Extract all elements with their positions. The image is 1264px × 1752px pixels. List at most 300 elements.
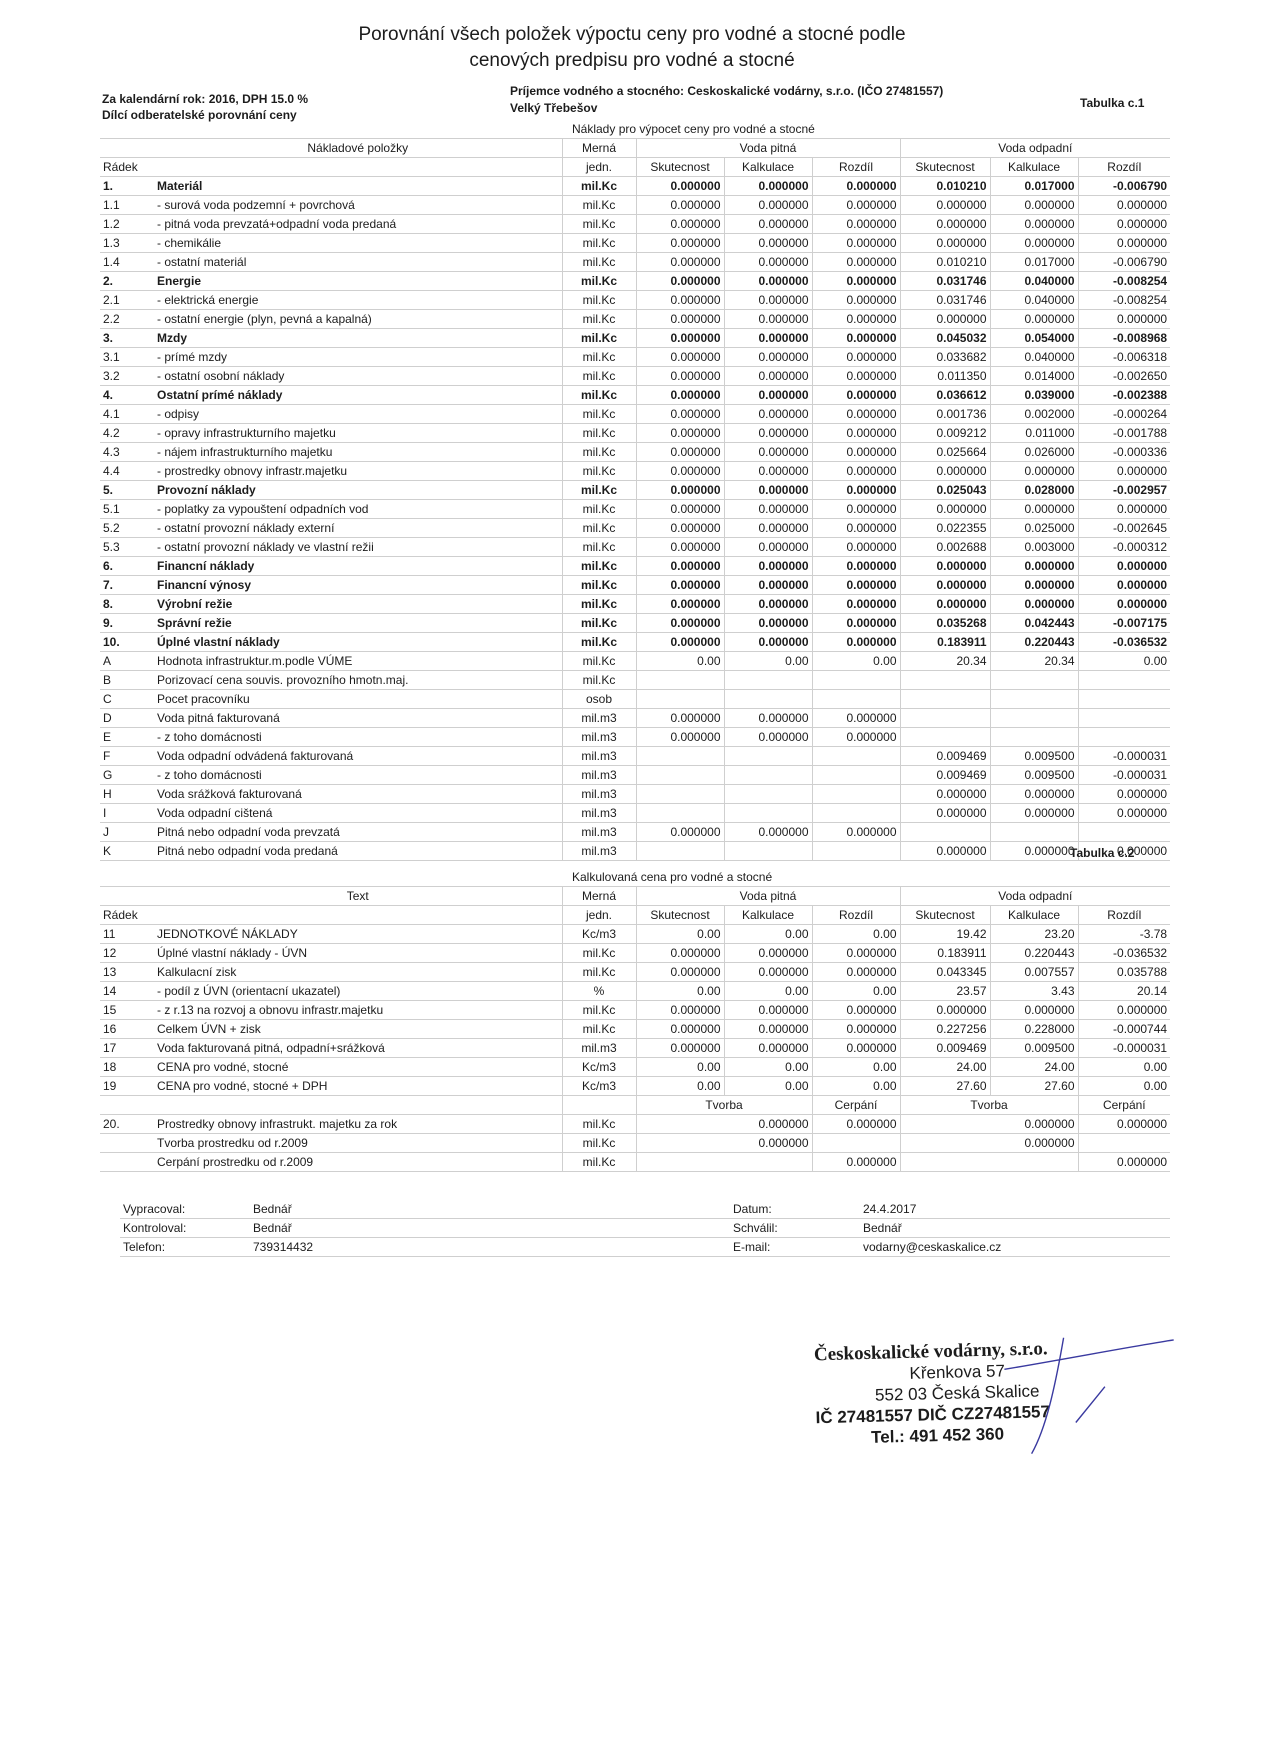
row-name: Financní náklady [154, 557, 562, 576]
table1-caption: Náklady pro výpocet ceny pro vodné a stocné [562, 120, 1170, 139]
row-value: 0.000000 [812, 215, 900, 234]
row-value: 0.009469 [900, 747, 990, 766]
row-value: 0.000000 [724, 557, 812, 576]
row-name: Kalkulacní zisk [154, 963, 562, 982]
row-value: 0.000000 [812, 310, 900, 329]
row-value: 0.000000 [724, 633, 812, 652]
table-row [100, 595, 1170, 614]
row-value: 0.000000 [900, 196, 990, 215]
row-value: 0.000000 [636, 348, 724, 367]
row-name: - odpisy [154, 405, 562, 424]
row-number: I [100, 804, 154, 823]
row-value: 0.000000 [636, 963, 724, 982]
row-value: 0.000000 [636, 310, 724, 329]
row-value: 0.000000 [1078, 500, 1170, 519]
row-value [812, 766, 900, 785]
page-subtitle: cenových predpisu pro vodné a stocné [469, 50, 795, 71]
table-row [100, 424, 1170, 443]
row-value: 23.20 [990, 925, 1078, 944]
table-row [100, 633, 1170, 652]
row-number: J [100, 823, 154, 842]
row-value: 0.000000 [636, 386, 724, 405]
row-number [100, 1153, 154, 1172]
row-value: 0.017000 [990, 177, 1078, 196]
table-row [100, 671, 1170, 690]
row-unit: mil.m3 [562, 709, 636, 728]
row-name: CENA pro vodné, stocné [154, 1058, 562, 1077]
row-number: 19 [100, 1077, 154, 1096]
row-value: 0.000000 [812, 633, 900, 652]
table-row [100, 576, 1170, 595]
row-value: 0.000000 [724, 215, 812, 234]
row-unit: mil.m3 [562, 766, 636, 785]
row-value: 0.000000 [636, 519, 724, 538]
row-value: 0.183911 [900, 633, 990, 652]
row-value: 0.000000 [900, 1001, 990, 1020]
row-number: 5. [100, 481, 154, 500]
row-name: - nájem infrastrukturního majetku [154, 443, 562, 462]
row-value: 0.007557 [990, 963, 1078, 982]
row-value: 0.000000 [812, 595, 900, 614]
row-unit: Kc/m3 [562, 925, 636, 944]
row-name: Prostredky obnovy infrastrukt. majetku za rok [154, 1115, 562, 1134]
row-value [636, 766, 724, 785]
date-label: Datum: [730, 1200, 860, 1219]
row-value: 0.000000 [724, 595, 812, 614]
fund-water-cerpani [812, 1134, 900, 1153]
row-unit: mil.Kc [562, 234, 636, 253]
table-row [100, 291, 1170, 310]
row-unit: mil.Kc [562, 1115, 636, 1134]
row-value: 0.183911 [900, 944, 990, 963]
signature-icon [853, 1325, 1186, 1464]
table-row [100, 842, 1170, 861]
table-row [100, 272, 1170, 291]
row-value: -0.000336 [1078, 443, 1170, 462]
row-value: 0.031746 [900, 272, 990, 291]
row-unit: mil.Kc [562, 291, 636, 310]
row-value [724, 690, 812, 709]
row-value: 0.000000 [636, 329, 724, 348]
row-value: 0.000000 [812, 234, 900, 253]
row-value: 0.000000 [812, 576, 900, 595]
row-value: 0.028000 [990, 481, 1078, 500]
fund-waste-cerpani: 0.000000 [1078, 1153, 1170, 1172]
row-value: 0.009500 [990, 1039, 1078, 1058]
row-number: 13 [100, 963, 154, 982]
row-value: 0.000000 [1078, 310, 1170, 329]
row-name: - elektrická energie [154, 291, 562, 310]
table-row [100, 557, 1170, 576]
row-value: 0.000000 [1078, 196, 1170, 215]
row-value: 0.000000 [990, 1001, 1078, 1020]
row-name: - ostatní materiál [154, 253, 562, 272]
row-value: 0.039000 [990, 386, 1078, 405]
row-value [724, 804, 812, 823]
row-unit: mil.Kc [562, 557, 636, 576]
row-unit: mil.Kc [562, 481, 636, 500]
row-number: 3.2 [100, 367, 154, 386]
row-value: 0.010210 [900, 253, 990, 272]
row-value: 0.00 [724, 982, 812, 1001]
row-name: - z r.13 na rozvoj a obnovu infrastr.majetku [154, 1001, 562, 1020]
row-value [990, 709, 1078, 728]
row-value: 0.000000 [636, 234, 724, 253]
row-value: 0.043345 [900, 963, 990, 982]
row-number: 3.1 [100, 348, 154, 367]
row-value: 0.011350 [900, 367, 990, 386]
row-unit: mil.Kc [562, 519, 636, 538]
row-number: 7. [100, 576, 154, 595]
row-number: 3. [100, 329, 154, 348]
row-value: 0.001736 [900, 405, 990, 424]
row-name: - surová voda podzemní + povrchová [154, 196, 562, 215]
row-value: 0.000000 [724, 462, 812, 481]
row-value: 0.000000 [990, 842, 1078, 861]
row-value: 0.000000 [724, 728, 812, 747]
row-unit: mil.Kc [562, 386, 636, 405]
stamp-phone: Tel.: 491 452 360 [870, 1424, 1005, 1447]
row-number: 1.4 [100, 253, 154, 272]
row-value: 0.026000 [990, 443, 1078, 462]
row-unit: mil.Kc [562, 538, 636, 557]
row-value: 0.000000 [900, 215, 990, 234]
row-value: 0.000000 [812, 728, 900, 747]
row-value [900, 823, 990, 842]
row-value: 0.000000 [636, 709, 724, 728]
row-value: 0.000000 [636, 595, 724, 614]
row-value: 0.000000 [812, 253, 900, 272]
fund-row [100, 1153, 1170, 1172]
row-value: 0.000000 [724, 538, 812, 557]
row-value: 0.000000 [1078, 804, 1170, 823]
row-value: -3.78 [1078, 925, 1170, 944]
checked-value: Bednář [250, 1219, 730, 1238]
row-value: 0.010210 [900, 177, 990, 196]
table-row [100, 177, 1170, 196]
row-value: 0.228000 [990, 1020, 1078, 1039]
header-text: Text [154, 887, 562, 906]
row-value: 27.60 [990, 1077, 1078, 1096]
row-unit: mil.m3 [562, 842, 636, 861]
row-name: Cerpání prostredku od r.2009 [154, 1153, 562, 1172]
row-value: 0.011000 [990, 424, 1078, 443]
row-value: 0.00 [724, 925, 812, 944]
header-row: Rádek [100, 158, 154, 177]
table2-label: Tabulka c.2 [1070, 846, 1135, 860]
row-value: 0.031746 [900, 291, 990, 310]
row-name: - prostredky obnovy infrastr.majetku [154, 462, 562, 481]
row-value [724, 766, 812, 785]
row-value: 0.000000 [812, 196, 900, 215]
row-value: 0.002688 [900, 538, 990, 557]
row-value: -0.006790 [1078, 177, 1170, 196]
row-number: 9. [100, 614, 154, 633]
row-value: 0.000000 [636, 1001, 724, 1020]
row-name: Výrobní režie [154, 595, 562, 614]
row-value: 0.000000 [724, 963, 812, 982]
row-value [636, 671, 724, 690]
row-unit: mil.m3 [562, 1039, 636, 1058]
fund-row [100, 1115, 1170, 1134]
approved-value: Bednář [860, 1219, 1170, 1238]
row-value: 0.042443 [990, 614, 1078, 633]
row-unit: mil.Kc [562, 196, 636, 215]
row-value: 0.000000 [1078, 785, 1170, 804]
row-name: Provozní náklady [154, 481, 562, 500]
row-value: 0.014000 [990, 367, 1078, 386]
fund-waste-cerpani [1078, 1134, 1170, 1153]
row-value: 0.000000 [812, 557, 900, 576]
header-rozd: Rozdíl [812, 906, 900, 925]
row-unit: mil.Kc [562, 576, 636, 595]
header-skut: Skutecnost [636, 158, 724, 177]
row-value: 0.003000 [990, 538, 1078, 557]
row-value: 0.00 [636, 1077, 724, 1096]
row-value: 0.000000 [812, 519, 900, 538]
table-row [100, 925, 1170, 944]
row-value: 0.00 [812, 1077, 900, 1096]
row-number: 12 [100, 944, 154, 963]
row-value: 0.220443 [990, 633, 1078, 652]
row-value: 0.000000 [900, 842, 990, 861]
row-value: -0.002388 [1078, 386, 1170, 405]
table-row [100, 310, 1170, 329]
row-value: -0.002650 [1078, 367, 1170, 386]
table-row [100, 1077, 1170, 1096]
row-number: 5.3 [100, 538, 154, 557]
row-value: 0.000000 [636, 557, 724, 576]
row-value: 0.000000 [812, 367, 900, 386]
row-number: 14 [100, 982, 154, 1001]
row-value [990, 690, 1078, 709]
header-row: Rádek [100, 906, 154, 925]
row-value: 0.000000 [812, 709, 900, 728]
row-number: C [100, 690, 154, 709]
table-row [100, 709, 1170, 728]
row-value: 0.000000 [724, 614, 812, 633]
row-value: 0.000000 [724, 576, 812, 595]
prepared-label: Vypracoval: [120, 1200, 250, 1219]
table-row [100, 329, 1170, 348]
row-value: 0.000000 [812, 538, 900, 557]
table-row [100, 963, 1170, 982]
row-value: -0.008254 [1078, 272, 1170, 291]
row-value [900, 728, 990, 747]
table-row [100, 728, 1170, 747]
header-kalk: Kalkulace [990, 158, 1078, 177]
row-name: Pocet pracovníku [154, 690, 562, 709]
table-row [100, 823, 1170, 842]
row-value: 20.34 [900, 652, 990, 671]
row-value: 0.000000 [636, 405, 724, 424]
row-number: 4.1 [100, 405, 154, 424]
phone-label: Telefon: [120, 1238, 250, 1257]
row-number: 15 [100, 1001, 154, 1020]
table-row [100, 367, 1170, 386]
row-unit: Kc/m3 [562, 1058, 636, 1077]
row-value: 0.054000 [990, 329, 1078, 348]
row-name: - pitná voda prevzatá+odpadní voda predaná [154, 215, 562, 234]
page-title: Porovnání všech položek výpoctu ceny pro vodné a stocné podle [358, 24, 906, 45]
row-name: Financní výnosy [154, 576, 562, 595]
approved-label: Schválil: [730, 1219, 860, 1238]
header-unit: Merná [562, 139, 636, 158]
header-kalk: Kalkulace [990, 906, 1078, 925]
row-unit: mil.Kc [562, 944, 636, 963]
table-row [100, 405, 1170, 424]
row-value [724, 842, 812, 861]
row-name: Mzdy [154, 329, 562, 348]
row-number: K [100, 842, 154, 861]
table-row [100, 614, 1170, 633]
table-row [100, 944, 1170, 963]
row-unit: mil.m3 [562, 823, 636, 842]
row-value: 0.000000 [636, 500, 724, 519]
row-value: 0.000000 [636, 215, 724, 234]
table-row [100, 386, 1170, 405]
fund-waste-tvorba [900, 1153, 1078, 1172]
row-value: 0.000000 [636, 538, 724, 557]
fund-water-cerpani: 0.000000 [812, 1153, 900, 1172]
row-unit: mil.Kc [562, 614, 636, 633]
header-unit: Merná [562, 887, 636, 906]
row-value: 0.000000 [812, 272, 900, 291]
row-name: - ostatní osobní náklady [154, 367, 562, 386]
row-value: 20.34 [990, 652, 1078, 671]
row-value [900, 671, 990, 690]
row-value: 0.000000 [636, 291, 724, 310]
row-value: 0.000000 [812, 329, 900, 348]
row-unit: mil.m3 [562, 804, 636, 823]
row-value: 19.42 [900, 925, 990, 944]
row-name: Ostatní prímé náklady [154, 386, 562, 405]
row-value: 0.033682 [900, 348, 990, 367]
row-value [724, 785, 812, 804]
row-value: 0.000000 [812, 1001, 900, 1020]
row-value: 0.000000 [990, 576, 1078, 595]
row-value: 23.57 [900, 982, 990, 1001]
row-name: - ostatní energie (plyn, pevná a kapalná) [154, 310, 562, 329]
row-unit: mil.Kc [562, 462, 636, 481]
header-skut: Skutecnost [900, 158, 990, 177]
row-value: 0.000000 [990, 557, 1078, 576]
row-value: 0.000000 [812, 386, 900, 405]
row-value: 0.000000 [724, 1020, 812, 1039]
row-value: 0.00 [724, 1077, 812, 1096]
recipient: Príjemce vodného a stocného: Ceskoskalické vodárny, s.r.o. (IČO 27481557) [510, 84, 944, 98]
row-number: 18 [100, 1058, 154, 1077]
row-name: Hodnota infrastruktur.m.podle VÚME [154, 652, 562, 671]
fund-waste-tvorba: 0.000000 [900, 1115, 1078, 1134]
table-row [100, 652, 1170, 671]
row-value: 0.00 [636, 652, 724, 671]
row-value: 0.000000 [724, 823, 812, 842]
row-value: 0.000000 [900, 500, 990, 519]
table-row [100, 804, 1170, 823]
row-value: 0.00 [636, 925, 724, 944]
row-value: 0.000000 [990, 595, 1078, 614]
row-value [812, 804, 900, 823]
table-row [100, 1039, 1170, 1058]
row-value: 0.000000 [990, 804, 1078, 823]
row-value: 0.000000 [1078, 1001, 1170, 1020]
row-value: 24.00 [990, 1058, 1078, 1077]
fund-row [100, 1134, 1170, 1153]
row-value: 0.000000 [990, 462, 1078, 481]
row-value: 0.000000 [724, 272, 812, 291]
row-value [812, 690, 900, 709]
row-number: 16 [100, 1020, 154, 1039]
row-value: 0.000000 [636, 196, 724, 215]
row-name: Voda odpadní odvádená fakturovaná [154, 747, 562, 766]
row-name: Voda pitná fakturovaná [154, 709, 562, 728]
row-value: 0.000000 [724, 386, 812, 405]
row-value: 0.000000 [812, 500, 900, 519]
row-value: 0.000000 [1078, 234, 1170, 253]
row-value [812, 785, 900, 804]
row-value: 0.009469 [900, 1039, 990, 1058]
row-value: 0.000000 [724, 348, 812, 367]
row-number: 4. [100, 386, 154, 405]
row-value [1078, 690, 1170, 709]
row-value [1078, 709, 1170, 728]
row-value [900, 690, 990, 709]
row-value: 0.000000 [812, 944, 900, 963]
row-value: 0.000000 [812, 177, 900, 196]
row-value: 0.000000 [812, 823, 900, 842]
header-rozd: Rozdíl [1078, 158, 1170, 177]
row-unit: mil.Kc [562, 253, 636, 272]
row-value: 0.000000 [724, 944, 812, 963]
row-value: 0.002000 [990, 405, 1078, 424]
table-row [100, 1058, 1170, 1077]
row-value [636, 690, 724, 709]
row-number: 11 [100, 925, 154, 944]
row-name: JEDNOTKOVÉ NÁKLADY [154, 925, 562, 944]
row-value: 0.000000 [636, 481, 724, 500]
header-waste-water: Voda odpadní [900, 139, 1170, 158]
table2-caption: Kalkulovaná cena pro vodné a stocné [562, 868, 1170, 887]
row-name: Pitná nebo odpadní voda prevzatá [154, 823, 562, 842]
row-value [1078, 671, 1170, 690]
row-number: 1.1 [100, 196, 154, 215]
footer-table [120, 1200, 1170, 1257]
row-value: 0.000000 [900, 804, 990, 823]
row-name: - opravy infrastrukturního majetku [154, 424, 562, 443]
row-value: 27.60 [900, 1077, 990, 1096]
row-value: 0.000000 [900, 462, 990, 481]
phone-value: 739314432 [250, 1238, 730, 1257]
row-value: -0.036532 [1078, 944, 1170, 963]
row-value [812, 842, 900, 861]
row-value: 0.00 [1078, 652, 1170, 671]
row-value: -0.002957 [1078, 481, 1170, 500]
row-value: 0.000000 [724, 367, 812, 386]
stamp-street: Křenkova 57 [909, 1361, 1006, 1383]
row-unit: mil.Kc [562, 367, 636, 386]
row-value: 0.00 [724, 1058, 812, 1077]
row-value: 0.000000 [636, 462, 724, 481]
row-name: Voda odpadní cištená [154, 804, 562, 823]
row-unit: mil.Kc [562, 310, 636, 329]
row-value [636, 785, 724, 804]
row-value: 0.000000 [1078, 576, 1170, 595]
row-value: 0.00 [812, 925, 900, 944]
row-value: 0.000000 [1078, 462, 1170, 481]
row-value: 0.000000 [636, 1039, 724, 1058]
row-value: 0.000000 [812, 291, 900, 310]
